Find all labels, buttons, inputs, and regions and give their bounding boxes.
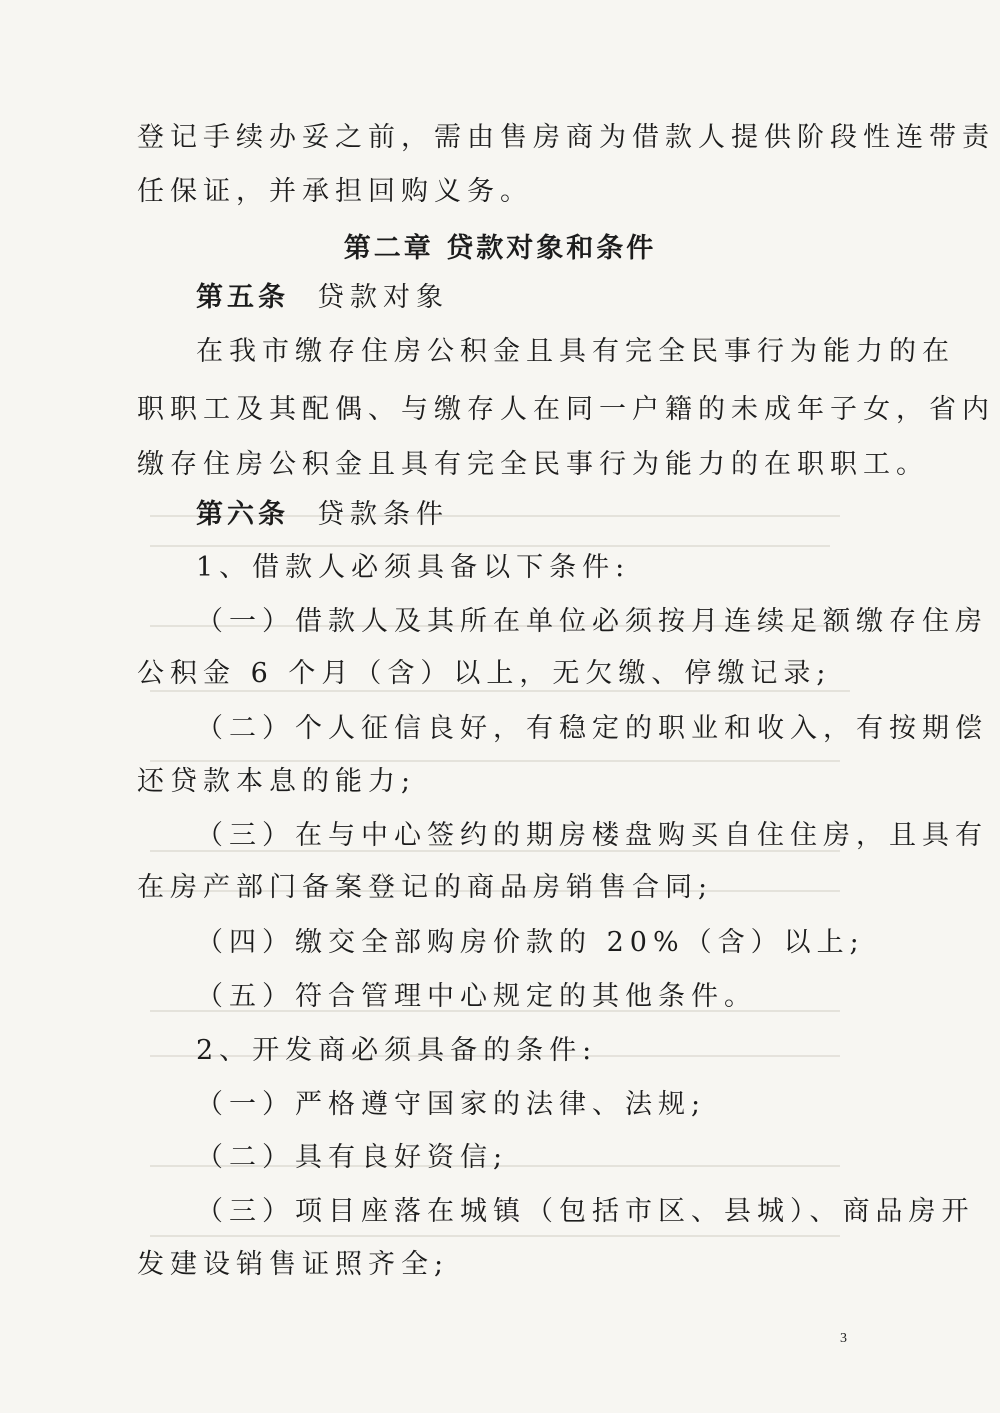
article-6-line: 2、开发商必须具备的条件: — [196, 1035, 598, 1066]
article-6-line: （二）具有良好资信; — [196, 1142, 509, 1173]
article-6-header — [196, 497, 856, 533]
article-6-line: （三）项目座落在城镇（包括市区、县城）、商品房开 — [196, 1196, 975, 1227]
article-6-line: 发建设销售证照齐全; — [137, 1249, 450, 1280]
article-6-line: （一）借款人及其所在单位必须按月连续足额缴存住房 — [196, 606, 988, 637]
article-6-line: （四）缴交全部购房价款的 20%（含）以上; — [196, 927, 865, 958]
article-5-line: 职职工及其配偶、与缴存人在同一户籍的未成年子女，省内 — [137, 394, 995, 425]
article-6-line: （二）个人征信良好，有稳定的职业和收入，有按期偿 — [196, 713, 988, 744]
article-6-label: 第六条 — [196, 499, 289, 530]
article-6-line: （三）在与中心签约的期房楼盘购买自住住房，且具有 — [196, 820, 988, 851]
chapter-heading: 第二章 贷款对象和条件 — [343, 233, 657, 264]
article-6-line: 1、借款人必须具备以下条件: — [196, 552, 631, 583]
article-5-header — [196, 280, 856, 316]
article-5-label: 第五条 — [196, 282, 289, 313]
article-5-title: 贷款对象 — [317, 282, 449, 313]
page-number: 3 — [840, 1331, 847, 1346]
article-6-title: 贷款条件 — [317, 499, 449, 530]
article-6-line: 还贷款本息的能力; — [137, 766, 417, 797]
body-line: 登记手续办妥之前，需由售房商为借款人提供阶段性连带责 — [137, 122, 995, 153]
body-line: 任保证，并承担回购义务。 — [137, 176, 533, 207]
article-6-line: （一）严格遵守国家的法律、法规; — [196, 1089, 707, 1120]
article-6-line: 公积金 6 个月（含）以上，无欠缴、停缴记录; — [137, 658, 832, 689]
article-6-line: 在房产部门备案登记的商品房销售合同; — [137, 872, 714, 903]
article-6-line: （五）符合管理中心规定的其他条件。 — [196, 981, 757, 1012]
article-5-line: 在我市缴存住房公积金且具有完全民事行为能力的在 — [196, 336, 955, 367]
article-5-line: 缴存住房公积金且具有完全民事行为能力的在职职工。 — [137, 449, 929, 480]
